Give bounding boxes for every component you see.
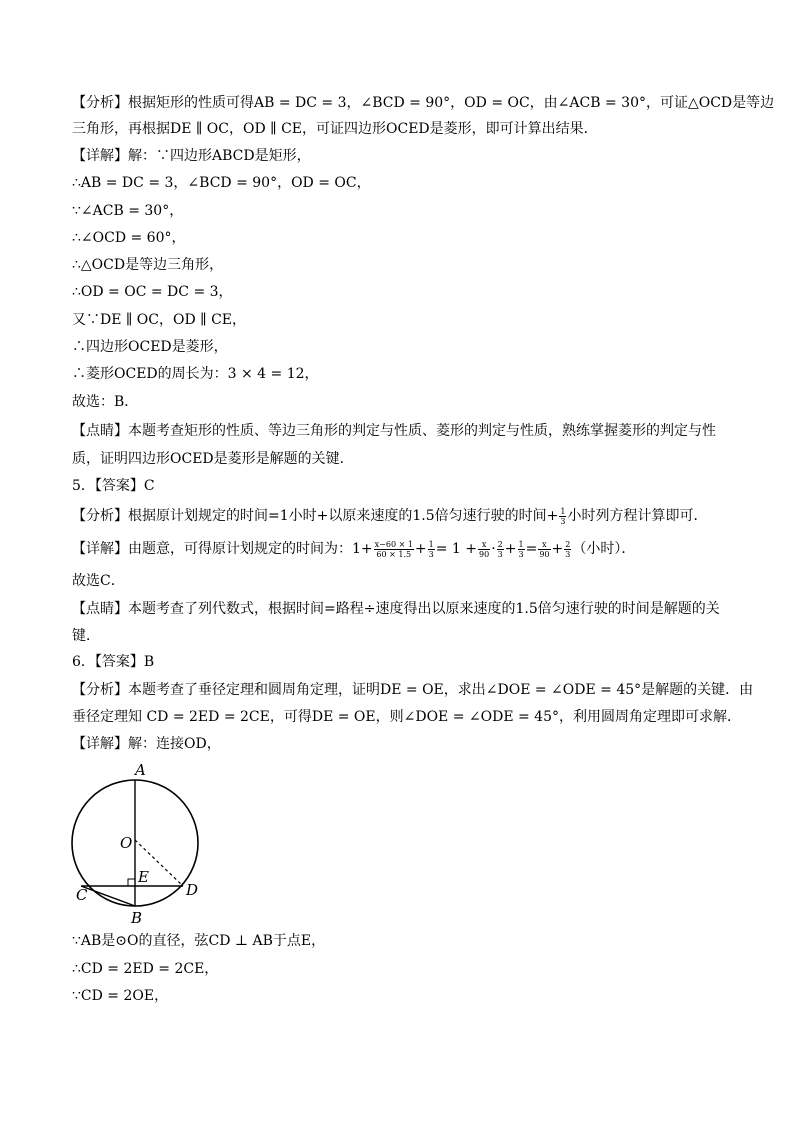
fraction-two-thirds <box>564 540 571 559</box>
fraction-numerator: x <box>538 540 550 550</box>
fraction-denominator: 3 <box>560 516 566 526</box>
fraction-numerator: 2 <box>565 539 571 549</box>
detail-line-7: 又∵DE ∥ OC，OD ∥ CE， <box>72 312 247 328</box>
detail-line-9: ∴菱形OCED的周长为：3 × 4 = 12， <box>72 366 319 382</box>
detail-6-line-2: ∵AB是⊙O的直径，弦CD ⊥ AB于点E， <box>72 933 326 949</box>
detail-5-eq-2: = <box>525 541 538 557</box>
segment-cb <box>81 886 135 906</box>
fraction-denominator: 3 <box>497 549 503 559</box>
detail-6-line-3: ∴CD = 2ED = 2CE， <box>72 961 219 977</box>
label-c: C <box>76 886 88 904</box>
fraction-denominator: 90 <box>539 549 550 559</box>
fraction-time-expression <box>374 540 414 559</box>
detail-line-6: ∴OD = OC = DC = 3， <box>72 284 233 300</box>
comment-5-line-2: 键． <box>72 628 100 644</box>
label-a: A <box>135 761 146 779</box>
fraction-one-third <box>428 540 435 559</box>
analysis-6-line-1: 【分析】本题考查了垂径定理和圆周角定理，证明DE = OE，求出∠DOE = ∠ODE = 45°是解题的关键．由 <box>72 682 754 698</box>
analysis-5-text-a: 【分析】根据原计划规定的时间=1小时+以原来速度的1.5倍匀速行驶的时间+ <box>72 508 559 524</box>
fraction-numerator: 1 <box>518 539 524 549</box>
fraction-denominator: 60 × 1.5 <box>376 549 412 559</box>
detail-5 <box>72 538 732 560</box>
answer-5: 5．【答案】C <box>72 478 155 494</box>
fraction-numerator: 1 <box>560 506 566 516</box>
analysis-line-1: 【分析】根据矩形的性质可得AB = DC = 3，∠BCD = 90°，OD = OC，由∠ACB = 30°，可证△OCD是等边 <box>72 95 775 111</box>
fraction-numerator: x−60 × 1 <box>374 539 413 549</box>
comment-line-2: 质，证明四边形OCED是菱形是解题的关键． <box>72 451 354 467</box>
detail-5-unit: （小时）． <box>572 541 636 557</box>
fraction-numerator: 2 <box>497 539 503 549</box>
right-angle-mark <box>128 879 135 886</box>
answer-6: 6．【答案】B <box>72 654 155 670</box>
fraction-denominator: 3 <box>565 549 571 559</box>
fraction-one-third <box>559 507 566 526</box>
analysis-line-2: 三角形，再根据DE ∥ OC，OD ∥ CE，可证四边形OCED是菱形，即可计算出结果． <box>72 121 598 137</box>
fraction-two-thirds <box>497 540 504 559</box>
fraction-numerator: 1 <box>428 539 434 549</box>
detail-line-3: ∵∠ACB = 30°， <box>72 203 184 219</box>
detail-line-1: 【详解】解：∵四边形ABCD是矩形， <box>72 148 311 164</box>
fraction-denominator: 3 <box>428 549 434 559</box>
detail-line-10: 故选：B． <box>72 394 139 410</box>
detail-6-line-1: 【详解】解：连接OD， <box>72 736 221 752</box>
detail-line-5: ∴△OCD是等边三角形， <box>72 257 224 273</box>
detail-5-text-a: 【详解】由题意，可得原计划规定的时间为：1+ <box>72 541 373 557</box>
comment-5-line-1: 【点睛】本题考查了列代数式，根据时间=路程÷速度得出以原来速度的1.5倍匀速行驶的时间是解题的关 <box>72 601 720 617</box>
circle-diagram <box>68 758 218 928</box>
detail-5-dot: · <box>491 541 496 557</box>
detail-6-line-4: ∵CD = 2OE， <box>72 988 169 1004</box>
detail-5-plus-1: + <box>414 541 427 557</box>
detail-5-plus-3: + <box>551 541 564 557</box>
detail-5-plus-2: + <box>504 541 517 557</box>
fraction-x-over-90 <box>538 540 550 559</box>
label-o: O <box>120 834 133 852</box>
label-d: D <box>186 881 199 899</box>
detail-line-4: ∴∠OCD = 60°， <box>72 230 186 246</box>
fraction-numerator: x <box>478 540 490 550</box>
detail-line-2: ∴AB = DC = 3，∠BCD = 90°，OD = OC， <box>72 175 371 191</box>
detail-5-eq-1: = 1 + <box>435 541 478 557</box>
label-e: E <box>138 868 149 886</box>
detail-line-8: ∴四边形OCED是菱形， <box>72 339 228 355</box>
fraction-x-over-90 <box>478 540 490 559</box>
comment-line-1: 【点睛】本题考查矩形的性质、等边三角形的判定与性质、菱形的判定与性质，熟练掌握菱形的判定与性 <box>72 423 716 439</box>
analysis-6-line-2: 垂径定理知 CD = 2ED = 2CE，可得DE = OE，则∠DOE = ∠ODE = 45°，利用圆周角定理即可求解． <box>72 709 741 725</box>
fraction-denominator: 90 <box>479 549 490 559</box>
fraction-denominator: 3 <box>518 549 524 559</box>
choice-5: 故选C． <box>72 573 125 589</box>
analysis-5 <box>72 505 732 527</box>
analysis-5-text-b: 小时列方程计算即可． <box>567 508 708 524</box>
fraction-one-third <box>518 540 525 559</box>
label-b: B <box>131 909 143 927</box>
